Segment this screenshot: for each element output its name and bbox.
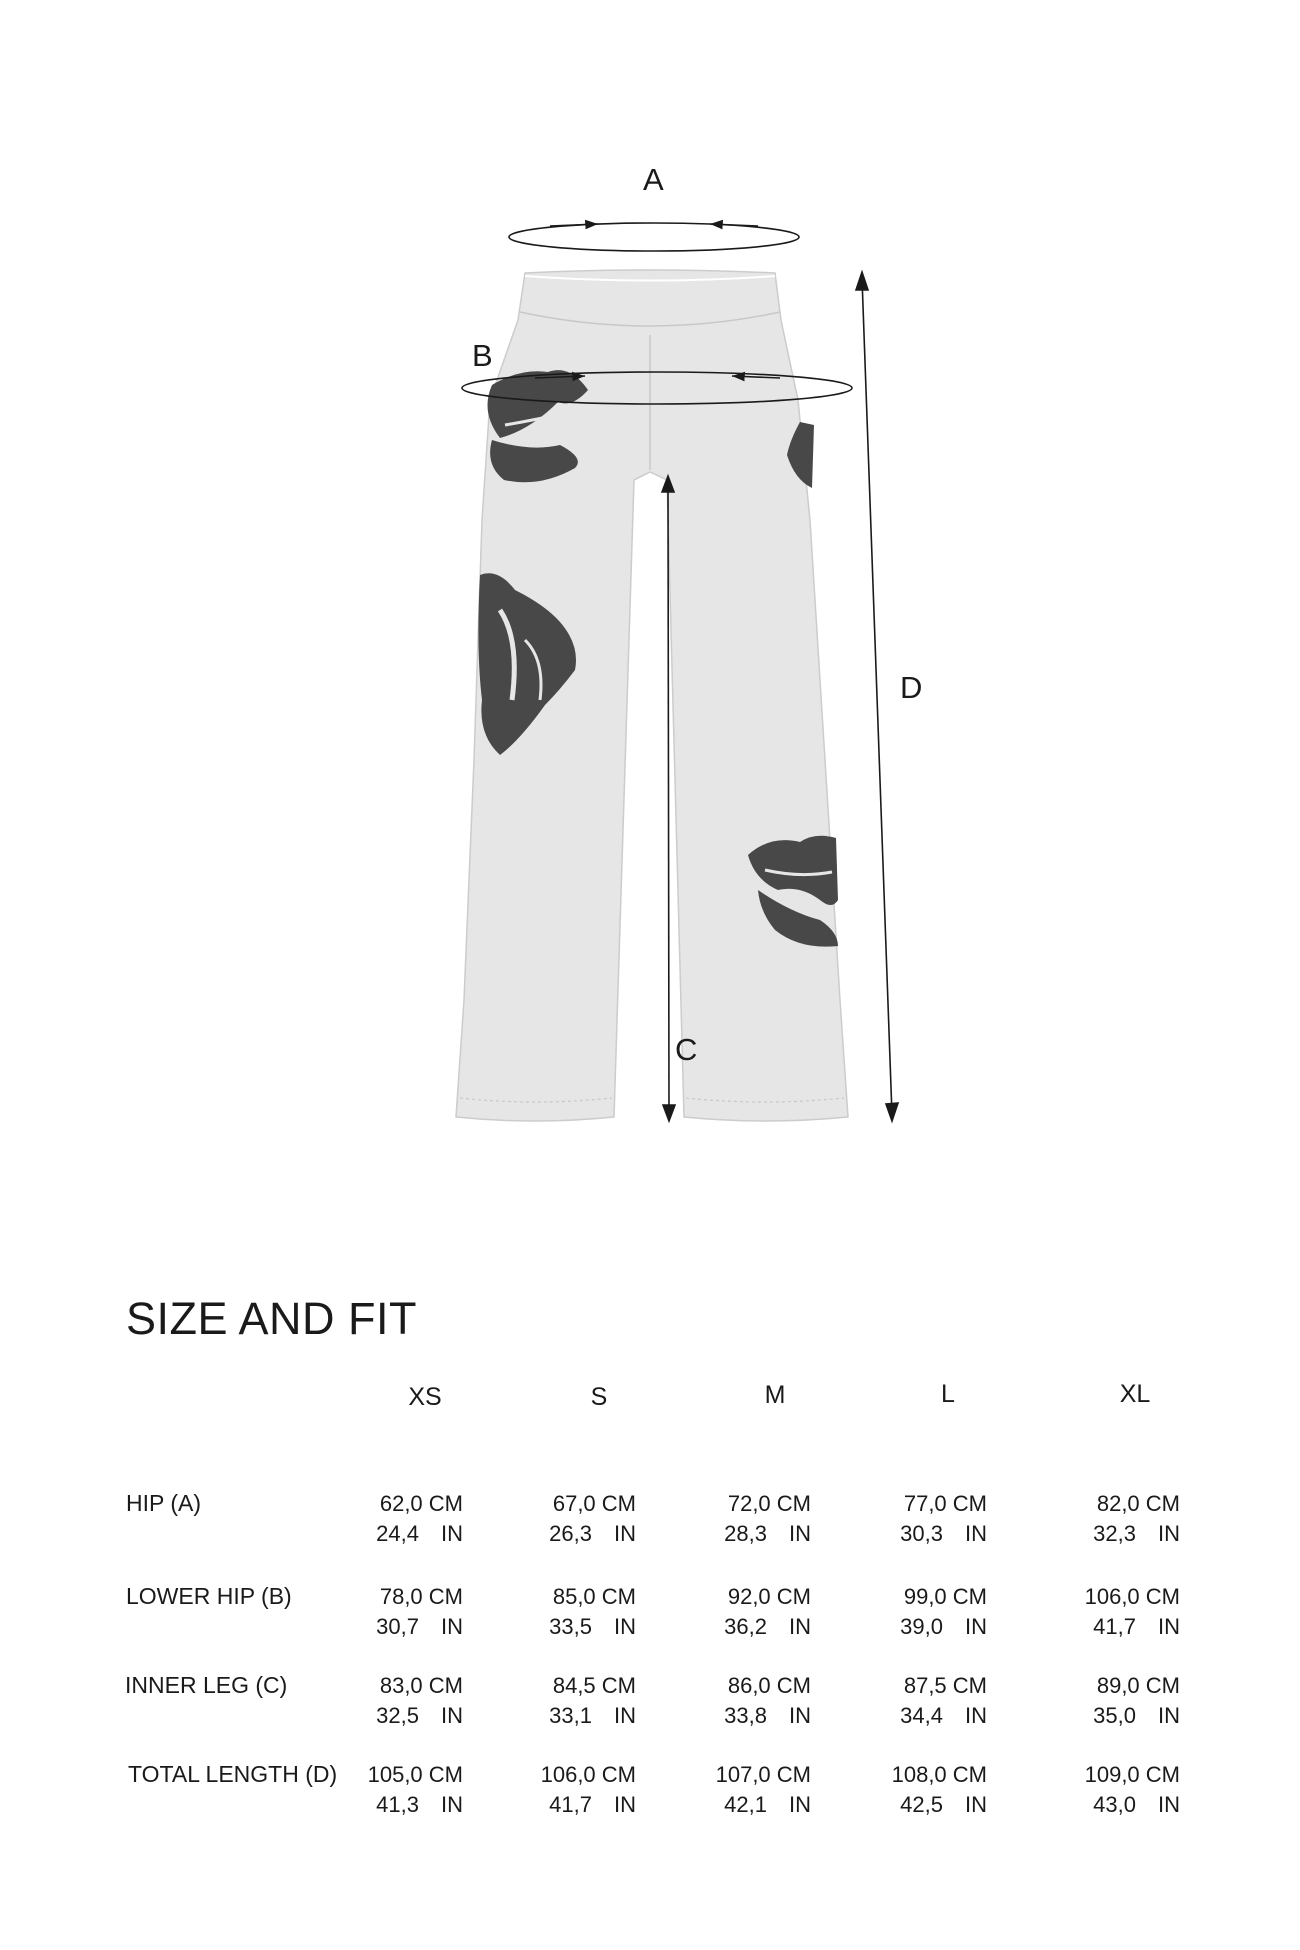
cm-value: 62,0 CM bbox=[379, 1491, 463, 1516]
inch-unit: IN bbox=[1158, 1703, 1180, 1728]
inch-unit: IN bbox=[614, 1614, 636, 1639]
row-label: HIP (A) bbox=[126, 1490, 201, 1516]
inch-number: 30,3 bbox=[900, 1521, 943, 1546]
size-header-xl: XL bbox=[1119, 1380, 1151, 1408]
size-header-l: L bbox=[941, 1380, 955, 1408]
inch-number: 24,4 bbox=[376, 1521, 419, 1546]
cm-value: 86,0 CM bbox=[727, 1673, 811, 1698]
row-label: TOTAL LENGTH (D) bbox=[128, 1761, 338, 1787]
inch-value bbox=[631, 1521, 811, 1547]
inch-unit: IN bbox=[965, 1703, 987, 1728]
cm-value: 85,0 CM bbox=[552, 1584, 636, 1609]
inch-value bbox=[807, 1792, 987, 1818]
inch-unit: IN bbox=[789, 1521, 811, 1546]
inch-number: 28,3 bbox=[724, 1521, 767, 1546]
inch-unit: IN bbox=[789, 1703, 811, 1728]
measurement-c-label: C bbox=[675, 1032, 698, 1067]
size-header-s: S bbox=[590, 1383, 608, 1411]
measurement-d-indicator bbox=[856, 272, 898, 1121]
inch-number: 33,1 bbox=[549, 1703, 592, 1728]
cm-value: 78,0 CM bbox=[379, 1584, 463, 1609]
inch-value bbox=[1000, 1703, 1180, 1729]
cm-value: 107,0 CM bbox=[715, 1762, 811, 1787]
inch-value bbox=[631, 1792, 811, 1818]
inch-value bbox=[631, 1703, 811, 1729]
inch-number: 43,0 bbox=[1093, 1792, 1136, 1817]
measurement-a-label: A bbox=[643, 162, 664, 197]
cm-value: 77,0 CM bbox=[903, 1491, 987, 1516]
inch-number: 35,0 bbox=[1093, 1703, 1136, 1728]
inch-number: 32,3 bbox=[1093, 1521, 1136, 1546]
inch-unit: IN bbox=[441, 1521, 463, 1546]
inch-value bbox=[283, 1792, 463, 1818]
inch-value bbox=[807, 1521, 987, 1547]
inch-value bbox=[283, 1614, 463, 1640]
inch-number: 33,5 bbox=[549, 1614, 592, 1639]
measurement-d-label: D bbox=[900, 670, 923, 705]
inch-value bbox=[456, 1614, 636, 1640]
cm-value: 87,5 CM bbox=[903, 1673, 987, 1698]
inch-value bbox=[456, 1703, 636, 1729]
inch-number: 42,5 bbox=[900, 1792, 943, 1817]
size-header-m: M bbox=[764, 1381, 786, 1409]
measurement-a-indicator bbox=[509, 223, 799, 251]
inch-value bbox=[283, 1521, 463, 1547]
cm-value: 72,0 CM bbox=[727, 1491, 811, 1516]
size-header-xs: XS bbox=[408, 1383, 442, 1411]
inch-value bbox=[631, 1614, 811, 1640]
inch-unit: IN bbox=[441, 1792, 463, 1817]
cm-value: 109,0 CM bbox=[1084, 1762, 1180, 1787]
cm-value: 83,0 CM bbox=[379, 1673, 463, 1698]
cm-value: 89,0 CM bbox=[1096, 1673, 1180, 1698]
inch-unit: IN bbox=[614, 1521, 636, 1546]
inch-unit: IN bbox=[965, 1614, 987, 1639]
inch-number: 41,7 bbox=[1093, 1614, 1136, 1639]
cm-value: 84,5 CM bbox=[552, 1673, 636, 1698]
inch-unit: IN bbox=[1158, 1614, 1180, 1639]
inch-number: 39,0 bbox=[900, 1614, 943, 1639]
cm-value: 92,0 CM bbox=[727, 1584, 811, 1609]
inch-unit: IN bbox=[965, 1521, 987, 1546]
inch-number: 32,5 bbox=[376, 1703, 419, 1728]
cm-value: 106,0 CM bbox=[540, 1762, 636, 1787]
inch-unit: IN bbox=[789, 1614, 811, 1639]
inch-unit: IN bbox=[789, 1792, 811, 1817]
cm-value: 108,0 CM bbox=[891, 1762, 987, 1787]
inch-unit: IN bbox=[614, 1703, 636, 1728]
inch-value bbox=[807, 1703, 987, 1729]
inch-number: 41,3 bbox=[376, 1792, 419, 1817]
inch-value bbox=[1000, 1792, 1180, 1818]
inch-number: 26,3 bbox=[549, 1521, 592, 1546]
inch-unit: IN bbox=[614, 1792, 636, 1817]
inch-unit: IN bbox=[441, 1703, 463, 1728]
inch-value bbox=[283, 1703, 463, 1729]
row-label: INNER LEG (C) bbox=[125, 1672, 288, 1698]
row-label: LOWER HIP (B) bbox=[126, 1583, 292, 1609]
cm-value: 67,0 CM bbox=[552, 1491, 636, 1516]
cm-value: 106,0 CM bbox=[1084, 1584, 1180, 1609]
inch-value bbox=[807, 1614, 987, 1640]
inch-unit: IN bbox=[1158, 1792, 1180, 1817]
inch-number: 36,2 bbox=[724, 1614, 767, 1639]
inch-number: 41,7 bbox=[549, 1792, 592, 1817]
inch-value bbox=[456, 1521, 636, 1547]
inch-value bbox=[1000, 1521, 1180, 1547]
inch-number: 33,8 bbox=[724, 1703, 767, 1728]
inch-unit: IN bbox=[1158, 1521, 1180, 1546]
page-title: SIZE AND FIT bbox=[126, 1293, 418, 1344]
inch-unit: IN bbox=[441, 1614, 463, 1639]
cm-value: 105,0 CM bbox=[367, 1762, 463, 1787]
inch-value bbox=[1000, 1614, 1180, 1640]
measurement-b-label: B bbox=[472, 338, 493, 373]
cm-value: 82,0 CM bbox=[1096, 1491, 1180, 1516]
cm-value: 99,0 CM bbox=[903, 1584, 987, 1609]
inch-number: 42,1 bbox=[724, 1792, 767, 1817]
inch-unit: IN bbox=[965, 1792, 987, 1817]
inch-number: 30,7 bbox=[376, 1614, 419, 1639]
inch-number: 34,4 bbox=[900, 1703, 943, 1728]
inch-value bbox=[456, 1792, 636, 1818]
